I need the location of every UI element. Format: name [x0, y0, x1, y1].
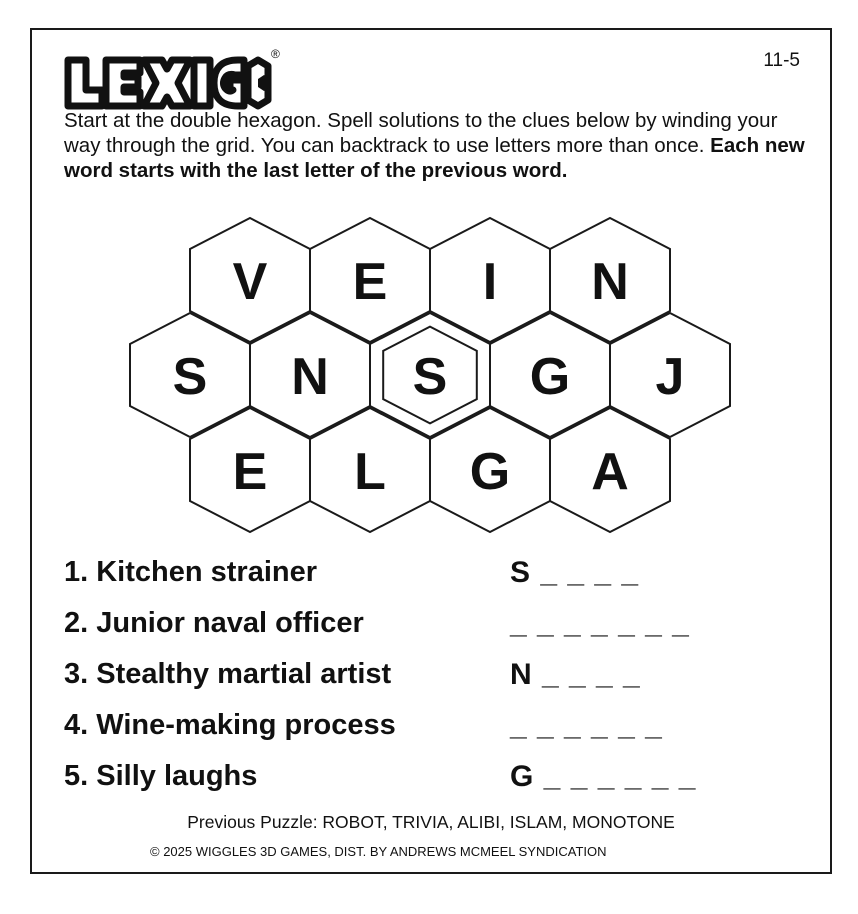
hex-letter: A: [591, 443, 629, 501]
hex-letter: N: [591, 253, 629, 311]
hex-letter: S: [412, 348, 448, 406]
instructions-bold-text: Each new word starts with the last letter of the previous word.: [64, 134, 805, 182]
clue-row: [64, 607, 804, 658]
clue-answer[interactable]: _ _ _ _ _ _ _: [510, 607, 690, 640]
clue-label: 5. Silly laughs: [64, 760, 258, 792]
puzzle-number: 11-5: [763, 50, 800, 71]
clue-answer[interactable]: _ _ _ _ _ _: [510, 709, 663, 742]
clue-row: [64, 760, 804, 811]
hex-letter: N: [291, 348, 329, 406]
clue-list: [64, 556, 804, 811]
clue-label: 3. Stealthy martial artist: [64, 658, 392, 690]
hex-letter: S: [172, 348, 208, 406]
puzzle-frame: [30, 28, 832, 874]
clue-row: [64, 658, 804, 709]
clue-row: [64, 709, 804, 760]
clue-answer[interactable]: S _ _ _ _: [510, 556, 640, 589]
clue-answer[interactable]: G _ _ _ _ _ _: [510, 760, 697, 793]
hex-letter: G: [469, 443, 511, 501]
hex-letter: E: [232, 443, 268, 501]
copyright: © 2025 WIGGLES 3D GAMES, DIST. BY ANDREWS MCMEEL SYNDICATION: [150, 844, 607, 859]
hex-letter: E: [352, 253, 388, 311]
clue-row: [64, 556, 804, 607]
registered-mark: ®: [271, 47, 280, 61]
clue-answer[interactable]: N _ _ _ _: [510, 658, 641, 691]
hex-letter: V: [232, 253, 268, 311]
clue-label: 4. Wine-making process: [64, 709, 396, 741]
hex-letter: L: [354, 443, 386, 501]
instructions-text: Start at the double hexagon. Spell solutions to the clues below by winding your way through the grid. You can backtrack to use letters more than once.: [64, 109, 778, 157]
hex-letter: I: [482, 253, 498, 311]
clue-label: 1. Kitchen strainer: [64, 556, 318, 588]
hex-letter: J: [655, 348, 685, 406]
hex-letter: G: [529, 348, 571, 406]
previous-puzzle: Previous Puzzle: ROBOT, TRIVIA, ALIBI, ISLAM, MONOTONE: [187, 812, 675, 832]
clue-label: 2. Junior naval officer: [64, 607, 364, 639]
